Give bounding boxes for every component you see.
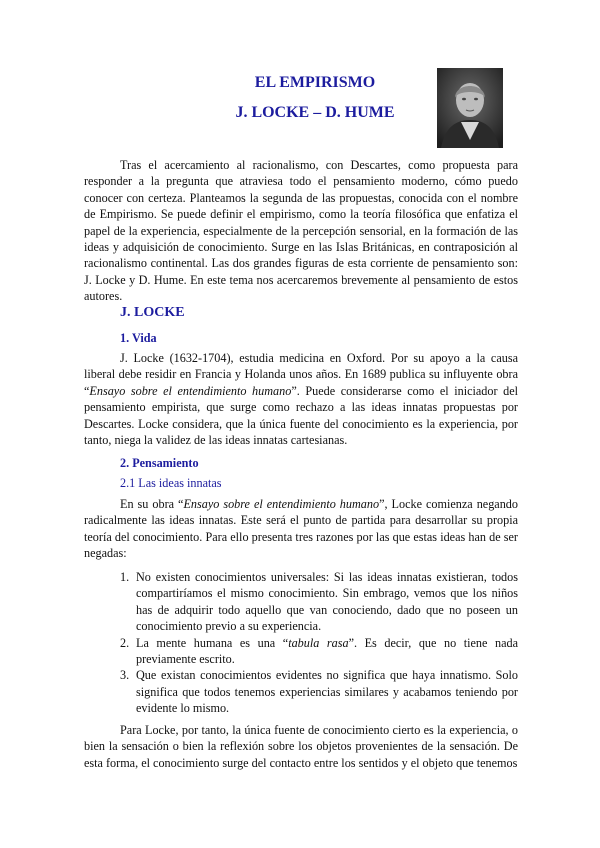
portrait-image bbox=[437, 68, 503, 148]
list-item bbox=[120, 635, 518, 668]
obra-text-start: En su obra “ bbox=[120, 497, 184, 511]
razones-list bbox=[120, 569, 518, 717]
subsection-heading-pensamiento: 2. Pensamiento bbox=[120, 456, 199, 470]
list-text: No existen conocimientos universales: Si las ideas innatas existieran, todos compartiríamos el mismo conocimiento. Sin embrago, vemos que los niños has de adquirir todo aquello que van conociendo, dado que no poseen un conocimiento previo a su experiencia. bbox=[136, 570, 518, 634]
tabula-rasa-term: tabula rasa bbox=[288, 635, 349, 650]
list-number: 2. bbox=[120, 635, 130, 650]
list-text-start: La mente humana es una “ bbox=[136, 635, 289, 650]
document-subtitle: J. LOCKE – D. HUME bbox=[235, 104, 395, 121]
section-heading-locke: J. LOCKE bbox=[120, 305, 185, 320]
subsection-heading-ideas-innatas: 2.1 Las ideas innatas bbox=[120, 476, 222, 490]
final-text: Para Locke, por tanto, la única fuente de conocimiento cierto es la experiencia, o bien la sensación o bien la reflexión sobre los objetos provenientes de la sensación. De esta forma, el conocimiento surge del contacto entre los sentidos y el objeto que tenemos bbox=[84, 723, 518, 770]
intro-text: Tras el acercamiento al racionalismo, con Descartes, como propuesta para responder a la pregunta que atraviesa todo el pensamiento moderno, cómo puedo conocer con certeza. Planteamos la segunda de las propuestas, conocida con el nombre de Empirismo. Se puede definir el empirismo, como la teoría filosófica que enfatiza el papel de la experiencia, especialmente de la percepción sensorial, en la formación de las ideas y adquisición de conocimiento. Surge en las Islas Británicas, en contraposición al racionalismo continental. Las dos grandes figuras de esta corriente de pensamiento son: J. Locke y D. Hume. En este tema nos acercaremos brevemente al pensamiento de estos autores. bbox=[84, 158, 518, 304]
list-item bbox=[120, 569, 518, 635]
list-text: Que existan conocimientos evidentes no significa que haya innatismo. Solo significa que todos tenemos experiencias similares y acabamos teniendo por evidente lo mismo. bbox=[136, 668, 518, 716]
final-paragraph bbox=[84, 722, 518, 771]
list-text-end: ”. Es decir, que no tiene nada previamente escrito. bbox=[136, 635, 518, 667]
book-title: Ensayo sobre el entendimiento humano bbox=[89, 383, 292, 398]
vida-text-start: J. Locke (1632-1704), estudia medicina en Oxford. Por su apoyo a la causa liberal debe residir en Francia y Holanda unos años. En 1689 publica su influyente obra “ bbox=[84, 351, 518, 398]
list-item bbox=[120, 667, 518, 716]
list-number: 1. bbox=[120, 570, 130, 584]
obra-paragraph bbox=[84, 496, 518, 562]
obra-text-end: ”, Locke comienza negando radicalmente las ideas innatas. Este será el punto de partida para desarrollar su propia teoría del conocimiento. Para ello presenta tres razones por las que estas ideas han de ser negadas: bbox=[84, 497, 518, 561]
book-title: Ensayo sobre el entendimiento humano bbox=[183, 497, 380, 511]
vida-paragraph bbox=[84, 350, 518, 448]
list-text bbox=[136, 635, 518, 668]
subsection-heading-vida: 1. Vida bbox=[120, 331, 157, 345]
vida-text-end: ”. Puede considerarse como el iniciador del pensamiento empirista, que surge como rechazo a las ideas innatas propuestas por Descartes. Locke considera, que la única fuente del conocimiento es la experiencia, por tanto, niega la validez de las ideas innatas cartesianas. bbox=[84, 383, 518, 448]
intro-paragraph bbox=[84, 157, 518, 305]
document-title: EL EMPIRISMO bbox=[254, 74, 376, 91]
list-number: 3. bbox=[120, 668, 130, 683]
